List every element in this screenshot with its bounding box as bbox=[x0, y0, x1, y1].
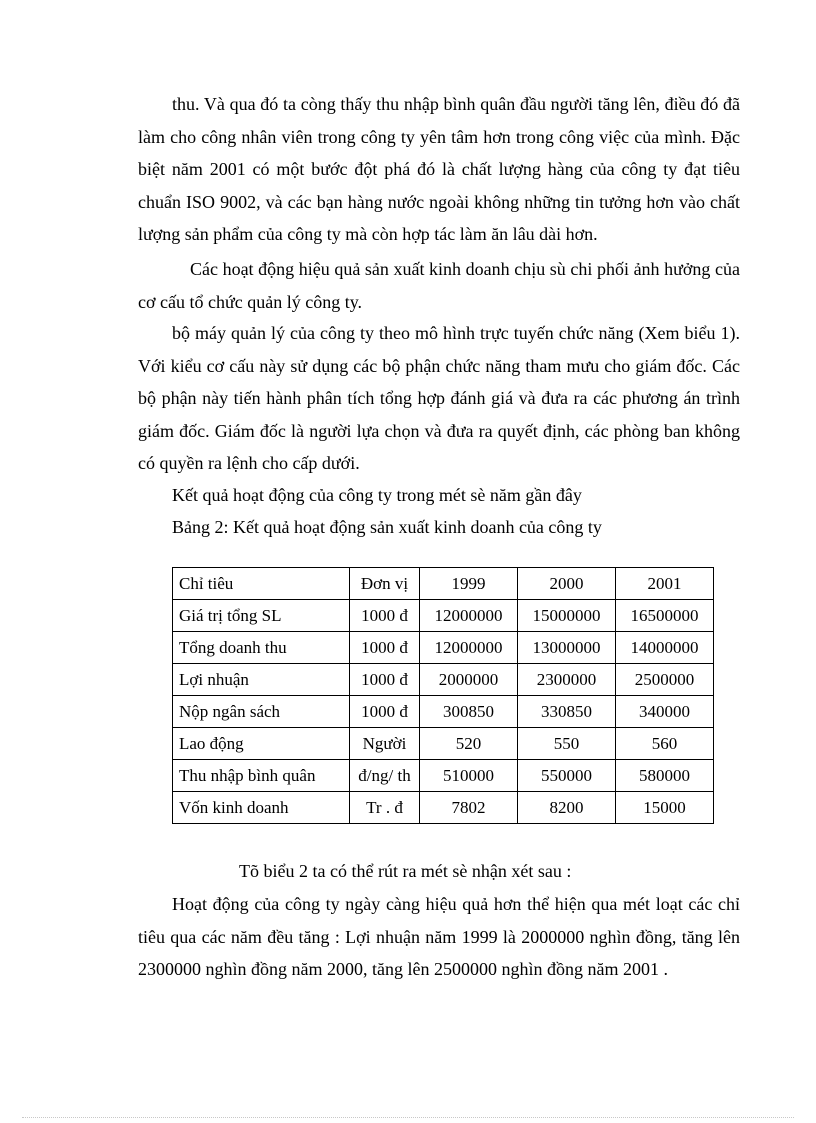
table-cell: 2000000 bbox=[420, 664, 518, 696]
table-cell: Nộp ngân sách bbox=[173, 696, 350, 728]
paragraph-income-iso: thu. Và qua đó ta còng thấy thu nhập bình quân đầu người tăng lên, điều đó đã làm cho công nhân viên trong công ty yên tâm hơn trong công việc của mình. Đặc biệt năm 2001 có một bước đột phá đó là chất lượng hàng của công ty đạt tiêu chuẩn ISO 9002, và các bạn hàng nước ngoài không những tin tưởng hơn vào chất lượng sản phẩm của công ty mà còn hợp tác làm ăn lâu dài hơn. bbox=[138, 94, 740, 244]
table-row bbox=[173, 600, 714, 632]
header-cell-indicator: Chỉ tiêu bbox=[173, 568, 350, 600]
table-cell: Vốn kinh doanh bbox=[173, 792, 350, 824]
table-cell: 2300000 bbox=[518, 664, 616, 696]
table-cell: 330850 bbox=[518, 696, 616, 728]
table-caption: Bảng 2: Kết quả hoạt động sản xuất kinh doanh của công ty bbox=[172, 517, 602, 537]
table-cell: 14000000 bbox=[616, 632, 714, 664]
table-cell: Thu nhập bình quân bbox=[173, 760, 350, 792]
table-cell: 15000 bbox=[616, 792, 714, 824]
table-cell: 550 bbox=[518, 728, 616, 760]
table-row bbox=[173, 632, 714, 664]
business-results-table bbox=[172, 567, 714, 824]
header-cell-2000: 2000 bbox=[518, 568, 616, 600]
table-cell: 16500000 bbox=[616, 600, 714, 632]
header-cell-2001: 2001 bbox=[616, 568, 714, 600]
table-header-row bbox=[173, 568, 714, 600]
table-cell: Lợi nhuận bbox=[173, 664, 350, 696]
table-cell: 12000000 bbox=[420, 632, 518, 664]
remarks-intro: Tõ biểu 2 ta có thể rút ra mét sè nhận xét sau : bbox=[239, 861, 572, 881]
page-bottom-divider bbox=[22, 1117, 794, 1118]
table-cell: 8200 bbox=[518, 792, 616, 824]
table-cell: Tr . đ bbox=[350, 792, 420, 824]
table-cell: 580000 bbox=[616, 760, 714, 792]
table-cell: 560 bbox=[616, 728, 714, 760]
table-cell: 15000000 bbox=[518, 600, 616, 632]
table-cell: Giá trị tổng SL bbox=[173, 600, 350, 632]
table-cell: 550000 bbox=[518, 760, 616, 792]
paragraph-business-activities: Các hoạt động hiệu quả sản xuất kinh doanh chịu sù chi phối ảnh hưởng của cơ cấu tổ chức quản lý công ty. bbox=[138, 259, 740, 312]
table-cell: 7802 bbox=[420, 792, 518, 824]
table-row bbox=[173, 728, 714, 760]
table-cell: 520 bbox=[420, 728, 518, 760]
table-cell: 340000 bbox=[616, 696, 714, 728]
table-cell: 2500000 bbox=[616, 664, 714, 696]
table-cell: đ/ng/ th bbox=[350, 760, 420, 792]
table-row bbox=[173, 760, 714, 792]
table-row bbox=[173, 792, 714, 824]
header-cell-1999: 1999 bbox=[420, 568, 518, 600]
table-cell: 12000000 bbox=[420, 600, 518, 632]
paragraph-profit-growth: Hoạt động của công ty ngày càng hiệu quả hơn thể hiện qua mét loạt các chỉ tiêu qua các năm đều tăng : Lợi nhuận năm 1999 là 2000000 nghìn đồng, tăng lên 2300000 nghìn đồng năm 2000, tăng lên 2500000 nghìn đồng năm 2001 . bbox=[138, 894, 740, 979]
table-cell: Tổng doanh thu bbox=[173, 632, 350, 664]
table-cell: 510000 bbox=[420, 760, 518, 792]
paragraph-management-structure: bộ máy quản lý của công ty theo mô hình trực tuyến chức năng (Xem biểu 1). Với kiểu cơ cấu này sử dụng các bộ phận chức năng tham mưu cho giám đốc. Các bộ phận này tiến hành phân tích tổng hợp đánh giá và đưa ra các phương án trình giám đốc. Giám đốc là người lựa chọn và đưa ra quyết định, các phòng ban không có quyền ra lệnh cho cấp dưới. bbox=[138, 323, 740, 473]
results-heading: Kết quả hoạt động của công ty trong mét sè năm gần đây bbox=[172, 485, 582, 505]
table-row bbox=[173, 664, 714, 696]
table-cell: Người bbox=[350, 728, 420, 760]
table-cell: 1000 đ bbox=[350, 600, 420, 632]
table-cell: 13000000 bbox=[518, 632, 616, 664]
table-cell: 1000 đ bbox=[350, 664, 420, 696]
table-cell: 1000 đ bbox=[350, 632, 420, 664]
table-cell: 300850 bbox=[420, 696, 518, 728]
table-row bbox=[173, 696, 714, 728]
table-cell: Lao động bbox=[173, 728, 350, 760]
header-cell-unit: Đơn vị bbox=[350, 568, 420, 600]
table-cell: 1000 đ bbox=[350, 696, 420, 728]
